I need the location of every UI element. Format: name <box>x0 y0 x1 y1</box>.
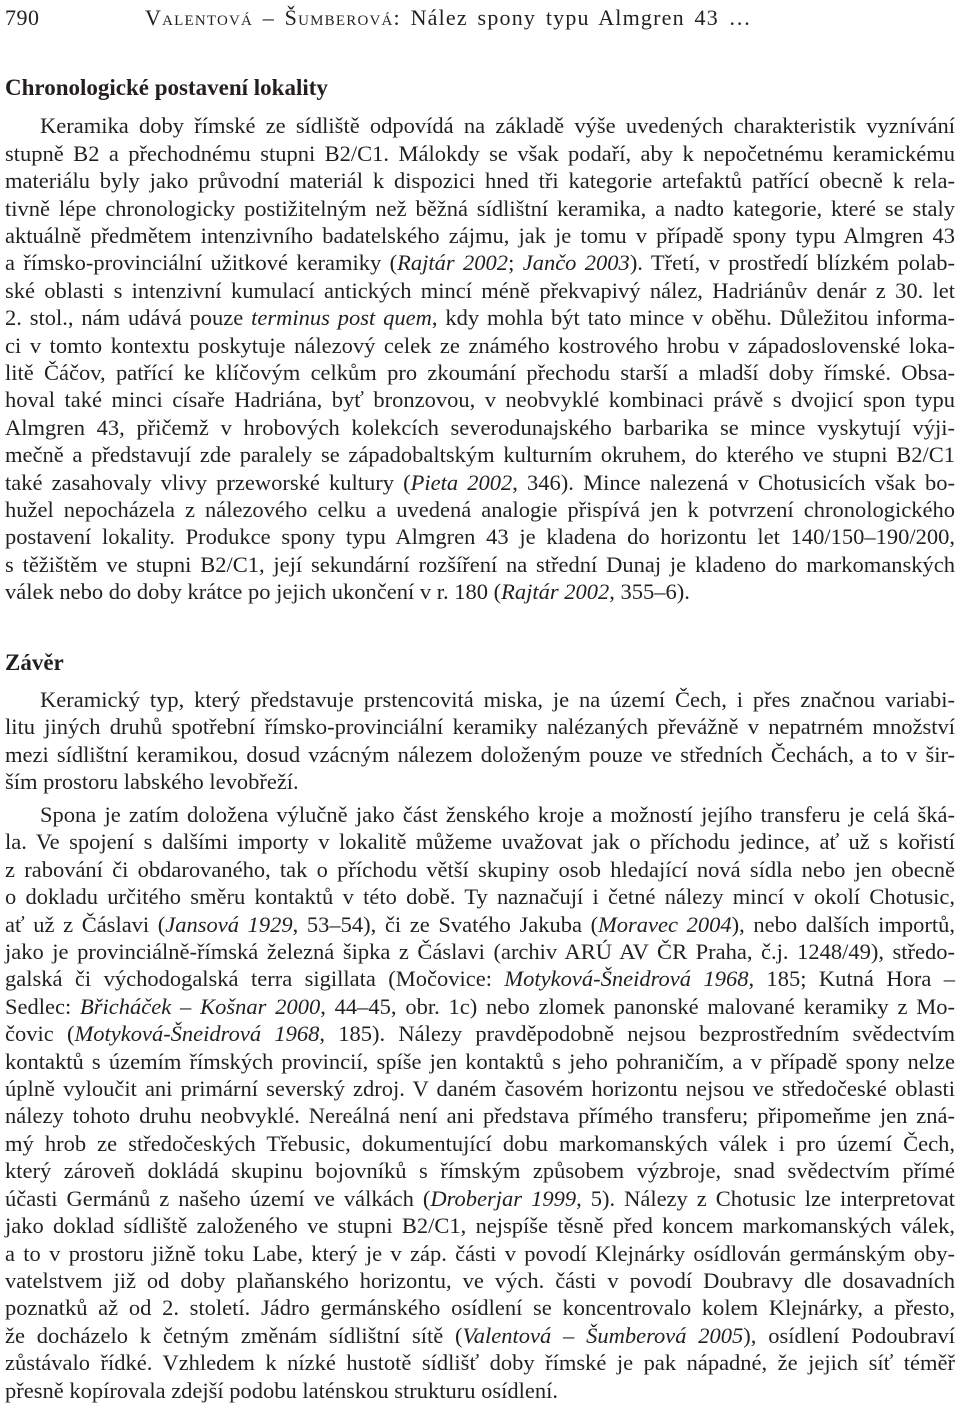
text-run: jako je provinciálně-římská železná šipka z Čáslavi (archiv ARÚ AV ČR Praha, č.j. 1248/49), středo- <box>5 939 955 965</box>
text-line <box>5 883 955 910</box>
section-body <box>5 112 955 605</box>
text-line <box>5 1048 955 1075</box>
text-run: , 44–45, obr. 1c) nebo zlomek panonské malované keramiky z Mo- <box>320 993 956 1019</box>
italic-run: Rajtár 2002 <box>397 250 509 276</box>
running-head <box>5 4 955 32</box>
text-line <box>5 856 955 883</box>
text-run: mezi sídlištní keramikou, dosud vzácným nálezem doloženým pouze ve středních Čechách, a to v šir- <box>5 741 955 767</box>
text-run: tivně lépe chronologicky postižitelným než běžná sídlištní keramika, a nadto kategorie, které se staly <box>5 195 955 221</box>
text-line <box>5 1267 955 1294</box>
italic-run: Moravec 2004 <box>598 911 732 937</box>
text-run: , 5). Nálezy z Chotusic lze interpretovat <box>576 1185 955 1211</box>
running-title <box>145 4 752 32</box>
paragraph <box>5 686 955 796</box>
section-chronology <box>5 74 955 606</box>
text-run: účasti Germánů z našeho území ve válkách ( <box>5 1185 431 1211</box>
section-heading: Závěr <box>5 650 64 675</box>
text-run: válek nebo do doby krátce po jejich ukončení v r. 180 ( <box>5 579 502 605</box>
text-line <box>5 441 955 468</box>
text-run: s těžištěm ve stupni B2/C1, její sekundární rozšíření na střední Dunaj je kladeno do markomanských <box>5 551 955 577</box>
italic-run: Motyková-Šneidrová 1968 <box>504 966 749 992</box>
text-run: ; <box>508 250 523 276</box>
italic-run: Pieta 2002 <box>410 469 513 495</box>
text-line <box>5 1294 955 1321</box>
text-line <box>5 1322 955 1349</box>
text-run: ), osídlení Podoubraví <box>743 1322 955 1348</box>
text-run: ať už z Čáslavi ( <box>5 911 166 937</box>
page-number: 790 <box>5 5 40 30</box>
text-line <box>5 713 955 740</box>
italic-run: Droberjar 1999 <box>430 1185 577 1211</box>
text-run: hoval také minci císaře Hadriána, byť bronzovou, v neobvyklé kombinaci právě s dvojicí spon typu <box>5 387 955 413</box>
text-run: mý hrob ze středočeských Třebusic, dokumentující dobu markomanských válek i pro území Čech, <box>5 1130 955 1156</box>
text-line <box>5 1349 955 1376</box>
text-run: který zároveň dokládá skupinu bojovníků s římským způsobem výzbroje, snad svědectvím přímé <box>5 1158 955 1184</box>
running-head-authors: Valentová – Šumberová: <box>145 5 401 30</box>
text-run: , 53–54), či ze Svatého Jakuba ( <box>292 911 599 937</box>
text-run: kontaktů s územím římských provincií, spíše jen kontaktů s jeho pohraničím, a v případě spony nelze <box>5 1048 955 1074</box>
text-line <box>5 1075 955 1102</box>
text-run: hužel nepocházela z nálezového celku a uvedená analogie přispívá jen k potvrzení chronologického <box>5 497 955 523</box>
text-run: o dokladu určitého směru kontaktů v této době. Ty naznačují i četné nálezy mincí v okolí Chotusic, <box>5 884 955 910</box>
text-line <box>5 938 955 965</box>
text-line <box>5 993 955 1020</box>
text-run: jako doklad sídliště založeného ve stupni B2/C1, nejspíše těsně před koncem markomanských válek, <box>5 1213 955 1239</box>
text-line <box>5 222 955 249</box>
text-run: ). Třetí, v prostředí blízkém polab- <box>629 250 955 276</box>
text-line <box>5 277 955 304</box>
text-line <box>5 386 955 413</box>
text-run: a římsko-provinciální užitkové keramiky ( <box>5 250 398 276</box>
text-line <box>5 1185 955 1212</box>
text-line <box>5 167 955 194</box>
text-line <box>5 828 955 855</box>
text-line <box>5 414 955 441</box>
text-line <box>5 195 955 222</box>
text-run: Keramika doby římské ze sídliště odpovídá na základě výše uvedených charakteristik vyznívání <box>40 113 955 139</box>
text-line <box>5 304 955 331</box>
text-line <box>5 686 955 713</box>
italic-run: Jančo 2003 <box>522 250 630 276</box>
italic-run: Valentová – Šumberová 2005 <box>462 1322 744 1348</box>
italic-run: Břicháček – Košnar 2000 <box>80 993 321 1019</box>
text-line <box>5 801 955 828</box>
text-run: Sedlec: <box>5 993 81 1019</box>
text-run: stupně B2 a přechodnému stupni B2/C1. Málokdy se však podaří, aby k nepočetnému keramickému <box>5 140 955 166</box>
text-run: zůstávalo řídké. Vzhledem k nízké hustotě sídlišť doby římské je pak nápadné, že jejich síť téměř <box>5 1350 955 1376</box>
text-run: Keramický typ, který představuje prstencovitá miska, je na území Čech, i přes značnou variabi- <box>40 686 955 712</box>
text-line <box>5 1102 955 1129</box>
text-run: la. Ve spojení s dalšími importy v lokalitě můžeme uvažovat jak o příchodu jedince, ať už s kořistí <box>5 829 955 855</box>
italic-run: Rajtár 2002 <box>501 579 610 605</box>
text-run: galská či východogalská terra sigillata (Močovice: <box>5 966 505 992</box>
paragraph <box>5 112 955 605</box>
text-run: z rabování či obdarovaného, tak o příchodu větší skupiny osob hledající nová sídla nebo jen obecně <box>5 856 955 882</box>
text-line <box>5 1377 955 1404</box>
text-line <box>5 1130 955 1157</box>
text-run: , kdy mohla být tato mince v oběhu. Důležitou informa- <box>431 305 955 331</box>
text-run: a to v prostoru jižně toku Labe, který je v záp. části v povodí Klejnárky osídlován germánským oby- <box>5 1240 955 1266</box>
text-run: , 185). Nálezy pravděpodobně nejsou bezprostředním svědectvím <box>319 1021 955 1047</box>
text-line <box>5 768 955 795</box>
text-run: 2. stol., nám udává pouze <box>5 305 252 331</box>
text-line <box>5 496 955 523</box>
text-line <box>5 469 955 496</box>
text-run: také zasahovaly vlivy przeworské kultury ( <box>5 469 411 495</box>
section-heading: Chronologické postavení lokality <box>5 75 328 100</box>
text-run: Almgren 43, přičemž v hrobových kolekcích severodunajského barbarika se mince vyskytují výji- <box>5 414 955 440</box>
text-line <box>5 332 955 359</box>
text-run: mečně a představují zde paralely se západobaltským kulturním okruhem, do kterého ve stupni B2/C1 <box>5 442 955 468</box>
italic-run: terminus post quem <box>251 305 432 331</box>
text-run: , 346). Mince nalezená v Chotusicích však bo- <box>512 469 955 495</box>
text-run: litu jiných druhů spotřební římsko-provinciální keramiky nalézaných převážně v nepatrném množství <box>5 714 955 740</box>
text-line <box>5 249 955 276</box>
text-run: , 185; Kutná Hora – <box>748 966 956 992</box>
text-run: materiálu byly jako průvodní materiál k dispozici hned tři kategorie artefaktů patřící obecně k rela- <box>5 168 955 194</box>
text-run: vatelstvem již od doby plaňanského horizontu, ve vých. části v povodí Doubravy dle dosavadních <box>5 1267 955 1293</box>
running-head-title: Nález spony typu Almgren 43 … <box>410 5 752 30</box>
text-line <box>5 359 955 386</box>
text-line <box>5 112 955 139</box>
italic-run: Jansová 1929 <box>165 911 293 937</box>
text-run: Spona je zatím doložena výlučně jako část ženského kroje a možností jejího transferu je celá šká- <box>40 802 955 827</box>
text-run: nálezy tohoto druhu neobvyklé. Nereálná není ani představa přímého transferu; připomeňme jen zná- <box>5 1103 955 1129</box>
text-line <box>5 1020 955 1047</box>
text-run: ), nebo dalších importů, <box>731 911 955 937</box>
text-run: postavení lokality. Produkce spony typu Almgren 43 je kladena do horizontu let 140/150–190/200, <box>5 524 955 550</box>
text-line <box>5 523 955 550</box>
text-line <box>5 578 955 605</box>
text-run: čovic ( <box>5 1021 75 1047</box>
text-run: litě Čáčov, patřící ke klíčovým celkům pro zkoumání přechodu starší a mladší doby římské. Obsa- <box>5 360 955 386</box>
text-run: aktuálně předmětem intenzivního badatelského zájmu, jak je tomu v případě spony typu Almgren 43 <box>5 223 955 249</box>
text-run: ci v tomto kontextu poskytuje nálezový celek ze známého kostrového hrobu v západoslovenské loka- <box>5 332 955 358</box>
section-body <box>5 686 955 1404</box>
text-line <box>5 140 955 167</box>
text-line <box>5 911 955 938</box>
text-line <box>5 1157 955 1184</box>
text-run: úplně vyloučit ani primární severský zdroj. V daném časovém horizontu nejsou ve středočeské oblasti <box>5 1076 955 1102</box>
text-run: poznatků až od 2. století. Jádro germánského osídlení se koncentrovalo kolem Klejnárky, a přesto, <box>5 1295 955 1321</box>
text-run: ším prostoru labského levobřeží. <box>5 769 299 795</box>
text-line <box>5 551 955 578</box>
text-run: přesně kopírovala zdejší podobu laténskou strukturu osídlení. <box>5 1377 559 1403</box>
paragraph <box>5 801 955 1404</box>
text-line <box>5 965 955 992</box>
italic-run: Motyková-Šneidrová 1968 <box>74 1021 320 1047</box>
section-conclusion <box>5 649 955 1404</box>
text-line <box>5 1240 955 1267</box>
text-line <box>5 741 955 768</box>
text-run: ské oblasti s intenzivní kumulací antických mincí méně překvapivý nález, Hadriánův denár z 30. let <box>5 277 955 303</box>
text-run: , 355–6). <box>609 579 690 605</box>
text-run: že docházelo k četným změnám sídlištní sítě ( <box>5 1322 463 1348</box>
text-line <box>5 1212 955 1239</box>
